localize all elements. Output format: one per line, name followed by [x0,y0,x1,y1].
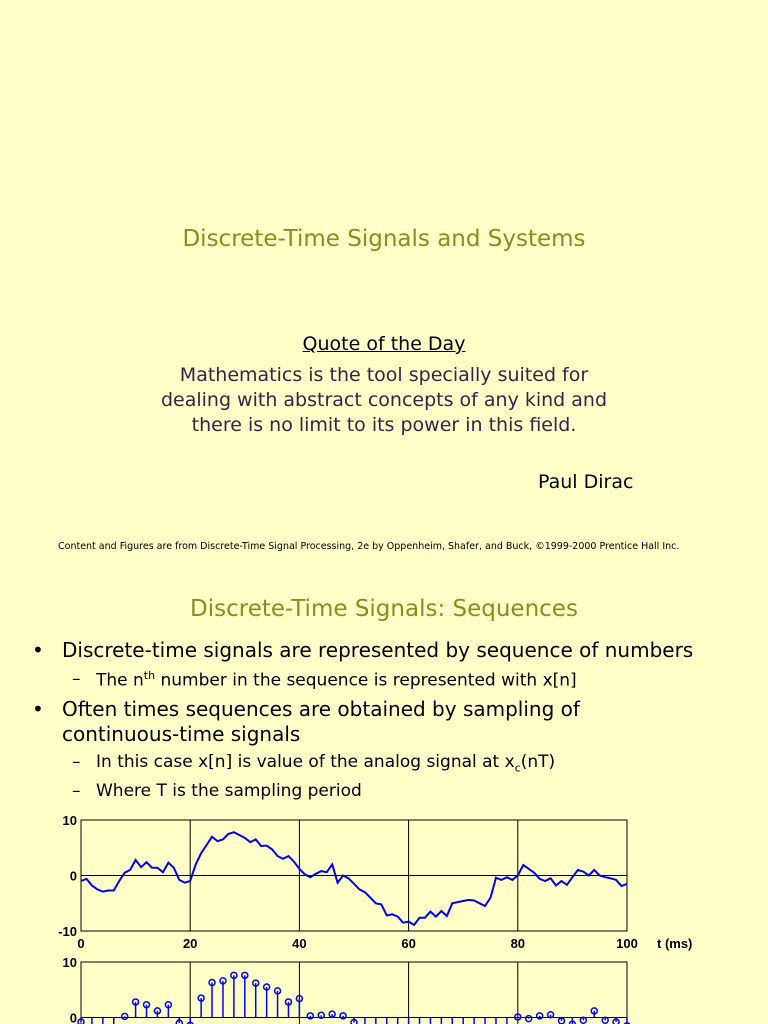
section-title: Discrete-Time Signals: Sequences [190,596,578,622]
x-tick-label: 0 [77,936,85,951]
quote-heading: Quote of the Day [302,333,466,355]
y-tick-label: 0 [69,868,77,884]
x-tick-label: 60 [401,936,416,951]
y-tick-label: -10 [58,924,77,939]
sub-bullet-text: The $n^{th}$ number in the sequence is represented with x[n] [96,669,577,691]
x-tick-label: 20 [182,936,198,951]
quote-author: Paul Dirac [538,471,634,493]
dash-icon: – [72,669,81,689]
y-tick-label: 10 [62,813,77,828]
x-tick-label: 100 [616,936,638,951]
x-tick-label: 40 [292,936,307,951]
quote-text [0,363,768,438]
x-axis-label: t (ms) [657,936,693,951]
dash-icon: – [72,781,81,801]
bullet-icon: • [32,638,44,662]
quote-line: dealing with abstract concepts of any kind and [160,389,608,411]
quote-line: Mathematics is the tool specially suited for [179,364,589,386]
sub-bullet-text: Where T is the sampling period [96,781,362,801]
credits-note: Content and Figures are from Discrete-Time Signal Processing, 2e by Oppenheim, Shafer, and Buck, ©1999-2000 Prentice Hall Inc. [58,541,680,552]
y-tick-label: 10 [62,955,77,970]
bullet-icon: • [32,697,44,721]
slide-title: Discrete-Time Signals and Systems [182,226,586,252]
y-tick-label: 0 [69,1010,77,1024]
signal-line [81,832,627,925]
signal-plots [0,805,768,1024]
dash-icon: – [72,752,81,772]
sub-bullet-text: In this case x[n] is value of the analog signal at $x_c(nT)$ [96,752,556,775]
quote-line: there is no limit to its power in this field. [191,414,577,436]
bullet-text: Often times sequences are obtained by sampling of continuous-time signals [62,697,580,746]
x-tick-label: 80 [510,936,526,951]
plot-frame [81,962,627,1024]
bullet-text: Discrete-time signals are represented by sequence of numbers [62,638,694,662]
